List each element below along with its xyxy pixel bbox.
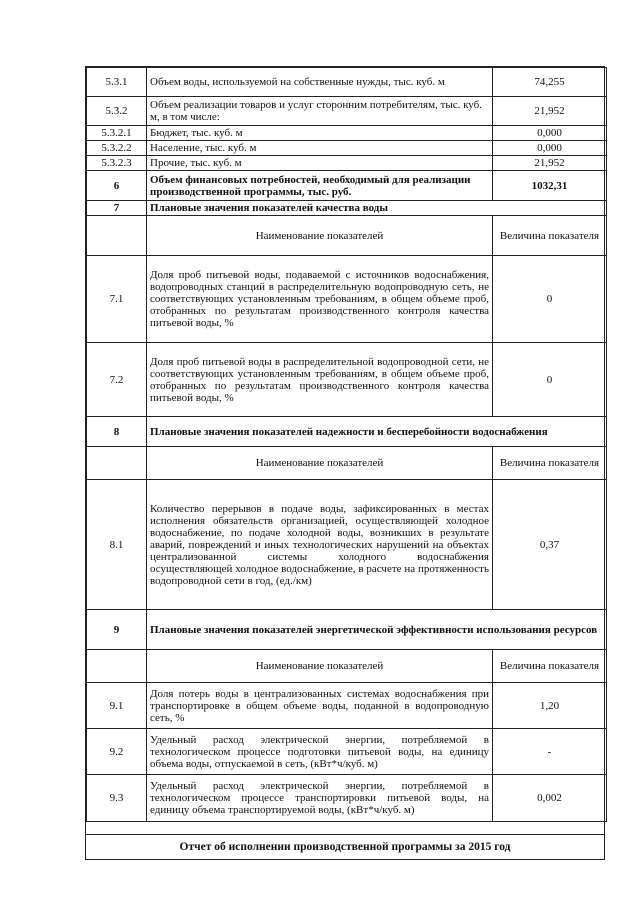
- row-text: Доля проб питьевой воды в распределительной водопроводной сети, не соответствующих установленным требованиям, в общем объеме проб, отобранных по результатам производственного контроля качества питьевой воды, %: [147, 343, 493, 417]
- section-title: Плановые значения показателей качества воды: [147, 201, 607, 216]
- empty-cell: [87, 447, 147, 480]
- report-footer-title: Отчет об исполнении производственной программы за 2015 год: [86, 834, 604, 859]
- row-number: 5.3.2: [87, 97, 147, 126]
- row-text: Объем воды, используемой на собственные нужды, тыс. куб. м: [147, 68, 493, 97]
- row-number: 9.3: [87, 775, 147, 822]
- header-indicator-name: Наименование показателей: [147, 216, 493, 256]
- header-indicator-name: Наименование показателей: [147, 447, 493, 480]
- row-value: 1032,31: [493, 171, 607, 201]
- section-title: Плановые значения показателей энергетической эффективности использования ресурсов: [147, 610, 607, 650]
- section-header-row: [87, 417, 607, 447]
- empty-cell: [87, 216, 147, 256]
- column-header-row: [87, 650, 607, 683]
- row-value: 0,000: [493, 141, 607, 156]
- table-row: [87, 171, 607, 201]
- row-number: 5.3.2.3: [87, 156, 147, 171]
- row-value: 0,002: [493, 775, 607, 822]
- row-number: 6: [87, 171, 147, 201]
- table-row: [87, 126, 607, 141]
- row-value: 0,000: [493, 126, 607, 141]
- section-title: Плановые значения показателей надежности и бесперебойности водоснабжения: [147, 417, 607, 447]
- table-row: [87, 343, 607, 417]
- table-row: [87, 256, 607, 343]
- row-number: 7.1: [87, 256, 147, 343]
- table-row: [87, 156, 607, 171]
- row-number: 7.2: [87, 343, 147, 417]
- section-number: 8: [87, 417, 147, 447]
- row-text: Доля потерь воды в централизованных системах водоснабжения при транспортировке в общем объеме воды, поданной в водопроводную сеть, %: [147, 683, 493, 729]
- row-number: 9.2: [87, 729, 147, 775]
- row-number: 9.1: [87, 683, 147, 729]
- table-row: [87, 480, 607, 610]
- empty-cell: [87, 650, 147, 683]
- document-sheet: [85, 66, 605, 860]
- row-text: Объем финансовых потребностей, необходимый для реализации производственной программы, тыс. руб.: [147, 171, 493, 201]
- row-text: Население, тыс. куб. м: [147, 141, 493, 156]
- row-text: Объем реализации товаров и услуг сторонним потребителям, тыс. куб. м, в том числе:: [147, 97, 493, 126]
- section-number: 9: [87, 610, 147, 650]
- row-text: Бюджет, тыс. куб. м: [147, 126, 493, 141]
- row-number: 5.3.1: [87, 68, 147, 97]
- row-value: 1,20: [493, 683, 607, 729]
- row-text: Количество перерывов в подаче воды, зафиксированных в местах исполнения обязательств организацией, осуществляющей холодное водоснабжение, по подаче холодной воды, возникших в результате аварий, повреждений и иных технологических нарушений на объектах централизованной системы холодного водоснабжения осуществляющей холодное водоснабжение, в расчете на протяженность водопроводной сети в год, (ед./км): [147, 480, 493, 610]
- row-number: 8.1: [87, 480, 147, 610]
- row-value: 0: [493, 256, 607, 343]
- header-indicator-value: Величина показателя: [493, 216, 607, 256]
- section-number: 7: [87, 201, 147, 216]
- row-text: Доля проб питьевой воды, подаваемой с источников водоснабжения, водопроводных станций в распределительную водопроводную сеть, не соответствующих установленным требованиям, в общем объеме проб, отобранных по результатам производственного контроля качества питьевой воды, %: [147, 256, 493, 343]
- row-value: 74,255: [493, 68, 607, 97]
- row-value: 21,952: [493, 97, 607, 126]
- table-row: [87, 68, 607, 97]
- header-indicator-value: Величина показателя: [493, 650, 607, 683]
- row-number: 5.3.2.1: [87, 126, 147, 141]
- header-indicator-value: Величина показателя: [493, 447, 607, 480]
- header-indicator-name: Наименование показателей: [147, 650, 493, 683]
- program-table: [86, 67, 607, 822]
- row-number: 5.3.2.2: [87, 141, 147, 156]
- row-value: 21,952: [493, 156, 607, 171]
- column-header-row: [87, 447, 607, 480]
- row-text: Прочие, тыс. куб. м: [147, 156, 493, 171]
- row-text: Удельный расход электрической энергии, потребляемой в технологическом процессе подготовки питьевой воды, на единицу объема воды, отпускаемой в сеть, (кВт*ч/куб. м): [147, 729, 493, 775]
- row-value: -: [493, 729, 607, 775]
- row-value: 0,37: [493, 480, 607, 610]
- column-header-row: [87, 216, 607, 256]
- row-value: 0: [493, 343, 607, 417]
- section-header-row: [87, 610, 607, 650]
- section-header-row: [87, 201, 607, 216]
- table-row: [87, 775, 607, 822]
- row-text: Удельный расход электрической энергии, потребляемой в технологическом процессе транспортировки питьевой воды, на единицу объема транспортируемой воды, (кВт*ч/куб. м): [147, 775, 493, 822]
- table-row: [87, 729, 607, 775]
- table-row: [87, 683, 607, 729]
- table-row: [87, 141, 607, 156]
- table-row: [87, 97, 607, 126]
